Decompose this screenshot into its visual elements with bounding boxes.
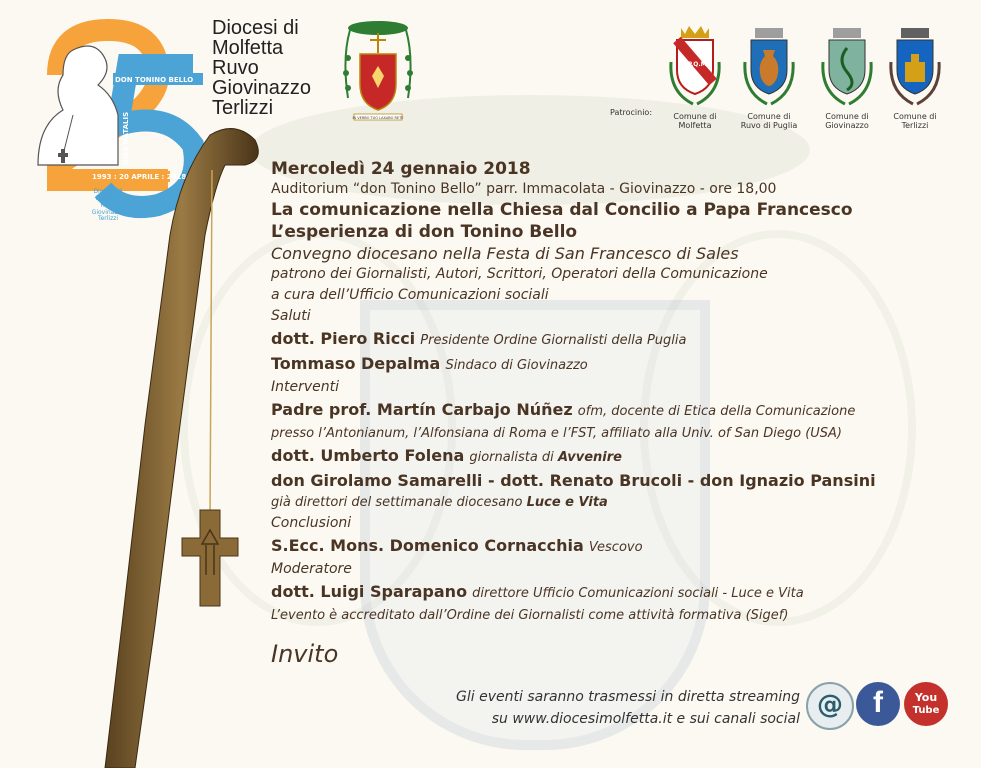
speaker-name: dott. Piero Ricci xyxy=(271,329,416,348)
facebook-icon[interactable] xyxy=(856,682,900,726)
logo-name-text: DON TONINO BELLO xyxy=(115,76,194,84)
event-venue: Auditorium “don Tonino Bello” parr. Immacolata - Giovinazzo - ore 18,00 xyxy=(271,181,777,197)
logo-dies-natalis: DIES NATALIS xyxy=(122,111,130,165)
speaker-names-group: don Girolamo Samarelli - dott. Renato Brucoli - don Ignazio Pansini xyxy=(271,471,876,490)
youtube-you: You xyxy=(914,691,938,704)
section-conclusioni: Conclusioni xyxy=(271,515,352,531)
speaker-role: Presidente Ordine Giornalisti della Puglia xyxy=(420,333,687,348)
logo-small-line: Giovinazzo xyxy=(91,209,125,216)
speaker-row xyxy=(271,534,951,559)
diocese-line: Molfetta xyxy=(212,37,284,59)
diocese-name xyxy=(212,18,311,118)
event-title: La comunicazione nella Chiesa dal Concilio a Papa Francesco xyxy=(271,200,853,220)
comune-ruvo xyxy=(734,22,804,130)
event-date: Mercoledì 24 gennaio 2018 xyxy=(271,159,531,179)
speaker-name: Tommaso Depalma xyxy=(271,354,441,373)
speaker-name: dott. Umberto Folena xyxy=(271,446,465,465)
speaker-role: Vescovo xyxy=(588,540,643,555)
comune-molfetta xyxy=(660,22,730,130)
speaker-role-continued: presso l’Antonianum, l’Alfonsiana di Roma e l’FST, affiliato alla Univ. of San Diego (USA) xyxy=(271,426,842,441)
speaker-role xyxy=(271,492,951,513)
comune-name: Giovinazzo xyxy=(825,121,869,130)
comune-name: Ruvo di Puglia xyxy=(740,121,798,130)
giovinazzo-crest-icon xyxy=(815,22,879,112)
logo-small-line: Diocesi di xyxy=(93,188,123,195)
speaker-row xyxy=(271,580,951,605)
ruvo-crest-icon xyxy=(737,22,801,112)
bishop-coat-of-arms-icon xyxy=(340,18,416,126)
speaker-name: S.Ecc. Mons. Domenico Cornacchia xyxy=(271,536,584,555)
event-cura: a cura dell’Ufficio Comunicazioni sociali xyxy=(271,287,549,303)
patronage-label: Patrocinio: xyxy=(610,108,653,117)
comune-label: Comune di xyxy=(673,112,717,121)
speaker-role: Sindaco di Giovinazzo xyxy=(445,358,588,373)
event-patrono: patrono dei Giornalisti, Autori, Scrittori, Operatori della Comunicazione xyxy=(271,266,768,282)
speaker-row xyxy=(271,327,951,352)
logo-small-line: Ruvo xyxy=(100,202,116,209)
logo-dates-text: 1993 : 20 APRILE : 2018 xyxy=(92,173,187,181)
speaker-name: Padre prof. Martín Carbajo Núñez xyxy=(271,400,573,419)
streaming-line: Gli eventi saranno trasmessi in diretta streaming xyxy=(456,689,800,705)
speaker-role-text: già direttori del settimanale diocesano xyxy=(271,495,523,510)
comune-name: Terlizzi xyxy=(901,121,929,130)
section-saluti: Saluti xyxy=(271,308,311,324)
logo-small-line: Molfetta xyxy=(95,195,121,202)
comune-label: Comune di xyxy=(747,112,791,121)
diocese-line: Giovinazzo xyxy=(212,77,311,99)
speaker-row xyxy=(271,444,951,469)
speaker-role-text: giornalista di xyxy=(469,450,554,465)
molfetta-crest-icon xyxy=(663,22,727,112)
newspaper-name: Luce e Vita xyxy=(526,495,608,510)
speaker-role: direttore Ufficio Comunicazioni sociali - Luce e Vita xyxy=(472,586,804,601)
newspaper-name: Avvenire xyxy=(557,450,622,465)
bishop-motto: IN VERBO TUO LAXABO RETE xyxy=(352,116,404,120)
comune-name: Molfetta xyxy=(678,121,712,130)
speaker-name: dott. Luigi Sparapano xyxy=(271,582,468,601)
logo-small-line: Terlizzi xyxy=(97,215,119,220)
youtube-icon[interactable] xyxy=(904,682,948,726)
accreditation-note: L’evento è accreditato dall’Ordine dei Giornalisti come attività formativa (Sigef) xyxy=(271,608,789,623)
event-subtitle: L’esperienza di don Tonino Bello xyxy=(271,222,578,242)
streaming-website-line[interactable]: su www.diocesimolfetta.it e sui canali social xyxy=(491,711,800,727)
invitation-label: Invito xyxy=(271,640,339,668)
speaker-role: ofm, docente di Etica della Comunicazione xyxy=(577,404,856,419)
speaker-row xyxy=(271,469,951,492)
molfetta-shield-text: S.P.Q.M. xyxy=(681,61,709,68)
comune-label: Comune di xyxy=(825,112,869,121)
diocese-line: Terlizzi xyxy=(212,97,274,119)
section-moderatore: Moderatore xyxy=(271,561,352,577)
section-interventi: Interventi xyxy=(271,379,340,395)
comune-label: Comune di xyxy=(893,112,937,121)
at-symbol: @ xyxy=(817,690,843,720)
comune-terlizzi xyxy=(880,22,950,130)
diocese-line: Ruvo xyxy=(212,57,259,79)
streaming-note xyxy=(380,686,800,730)
youtube-tube: Tube xyxy=(912,705,940,716)
event-convegno: Convegno diocesano nella Festa di San Francesco di Sales xyxy=(271,244,739,263)
speaker-role xyxy=(469,450,622,465)
pastoral-staff-image xyxy=(60,125,300,768)
facebook-glyph: f xyxy=(873,686,883,719)
terlizzi-crest-icon xyxy=(883,22,947,112)
event-content xyxy=(271,158,951,626)
comune-giovinazzo xyxy=(812,22,882,130)
diocese-web-icon[interactable] xyxy=(806,682,854,730)
diocese-line: Diocesi di xyxy=(212,17,299,39)
speaker-row xyxy=(271,352,951,377)
speaker-row xyxy=(271,398,951,423)
